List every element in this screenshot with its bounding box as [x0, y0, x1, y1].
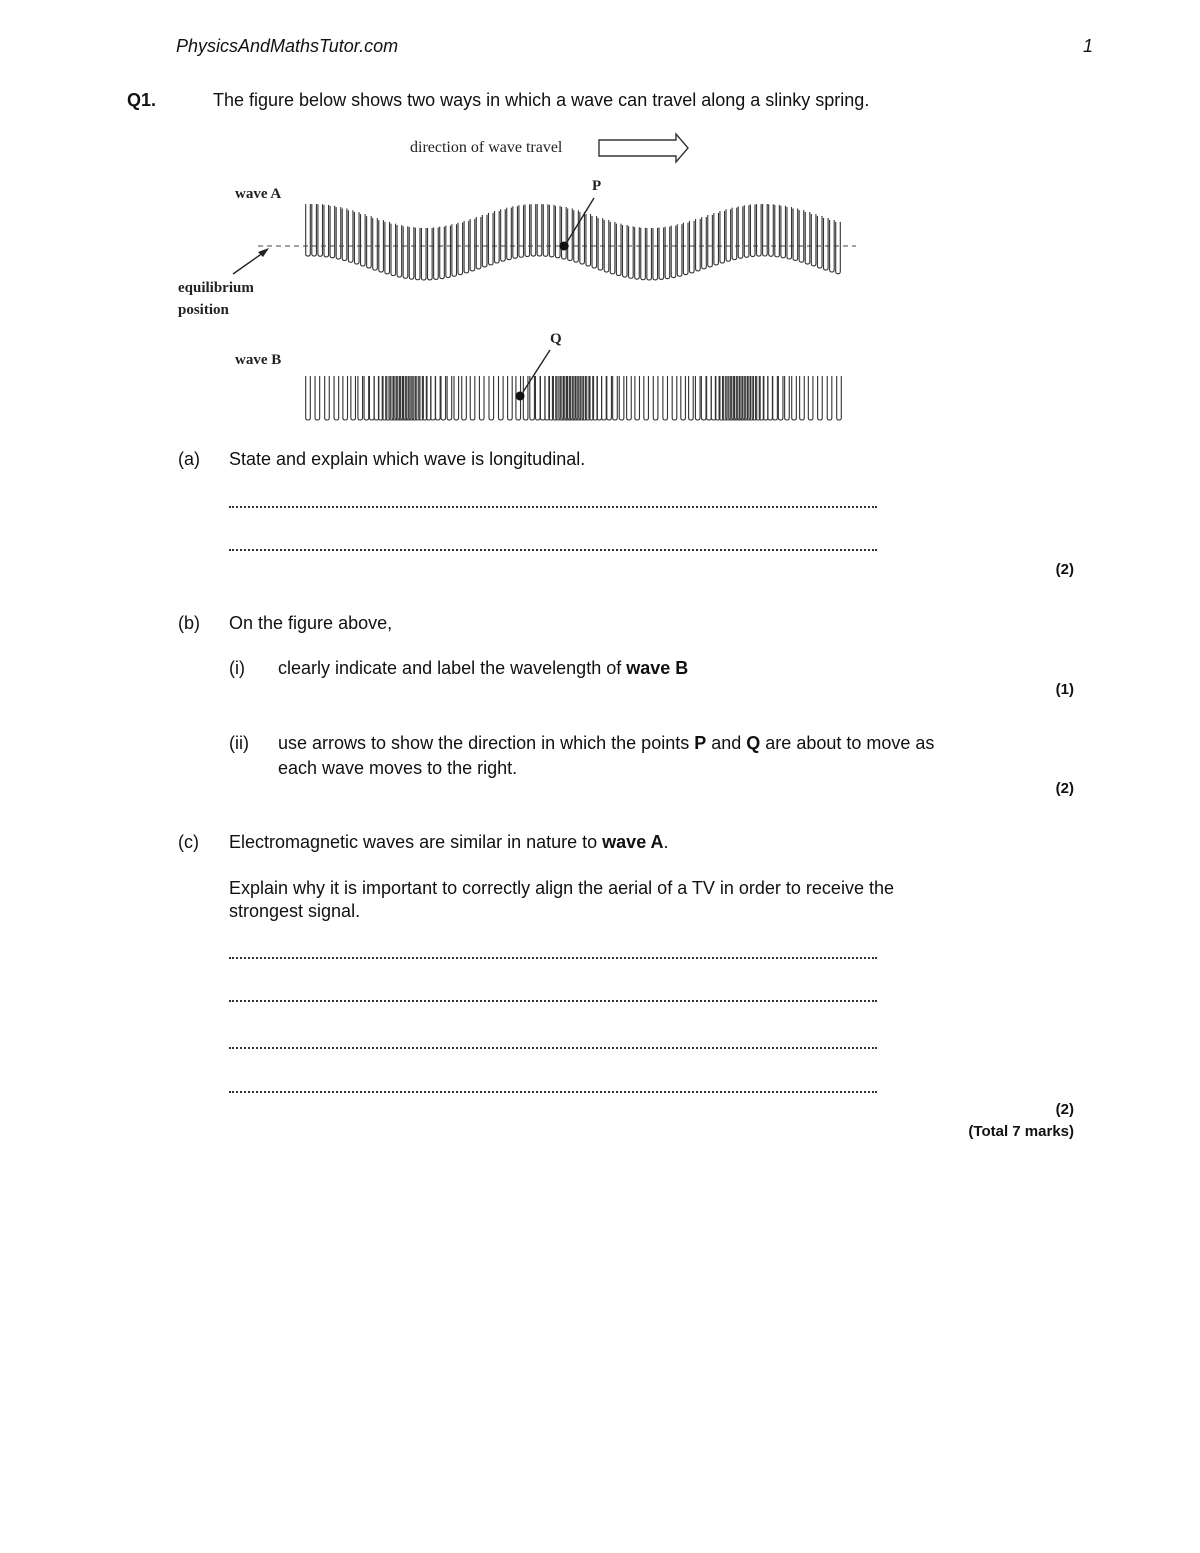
- spring-coil: [647, 228, 652, 280]
- spring-coil: [714, 213, 719, 265]
- spring-coil: [470, 376, 475, 420]
- spring-coil: [397, 225, 402, 277]
- spring-coil: [351, 376, 356, 420]
- spring-coil: [592, 216, 597, 268]
- equilibrium-label-line1: equilibrium: [178, 280, 254, 296]
- question-number: Q1.: [127, 90, 157, 110]
- spring-coil: [525, 205, 530, 257]
- point-q-pointer: [523, 350, 550, 392]
- spring-coil: [562, 207, 567, 259]
- point-p-label: P: [592, 178, 602, 194]
- spring-coil: [817, 216, 822, 268]
- spring-coil: [412, 376, 417, 420]
- spring-coil: [641, 228, 646, 280]
- spring-coil: [479, 376, 484, 420]
- spring-coil: [549, 205, 554, 257]
- part-b-text: On the figure above,: [229, 613, 393, 633]
- spring-coil: [441, 376, 446, 420]
- spring-coil: [720, 211, 725, 263]
- spring-coil: [792, 376, 797, 420]
- point-q-dot: [516, 392, 525, 401]
- answer-line-c3[interactable]: [229, 1047, 877, 1049]
- spring-coil: [778, 376, 783, 420]
- spring-coil: [409, 227, 414, 279]
- spring-coil: [507, 208, 512, 260]
- spring-coil: [763, 204, 768, 256]
- wave-a-label: wave A: [235, 186, 282, 202]
- spring-coil: [622, 225, 627, 277]
- part-c-label: (c): [178, 832, 199, 852]
- spring-coil: [726, 376, 731, 420]
- spring-coil: [683, 223, 688, 275]
- spring-coil: [732, 208, 737, 260]
- spring-coil: [306, 376, 311, 420]
- spring-coil: [695, 376, 700, 420]
- answer-line-c4[interactable]: [229, 1091, 877, 1093]
- spring-coil: [531, 204, 536, 256]
- direction-label: direction of wave travel: [410, 139, 563, 156]
- spring-coil: [629, 226, 634, 278]
- spring-coil: [440, 227, 445, 279]
- spring-coil: [726, 209, 731, 261]
- spring-coil: [613, 376, 618, 420]
- spring-coil: [749, 376, 754, 420]
- question-intro: The figure below shows two ways in which a wave can travel along a slinky spring.: [213, 90, 870, 110]
- point-q-label: Q: [550, 331, 562, 347]
- spring-coil: [607, 376, 612, 420]
- spring-coil: [808, 376, 813, 420]
- part-b-i-label: (i): [229, 658, 245, 678]
- part-b-i-marks: (1): [1055, 681, 1074, 698]
- spring-coil: [348, 210, 353, 262]
- spring-coil: [369, 376, 374, 420]
- part-b-ii-marks: (2): [1055, 780, 1074, 797]
- spring-coil: [800, 376, 805, 420]
- spring-coil: [689, 376, 694, 420]
- equilibrium-label-line2: position: [178, 302, 229, 318]
- spring-coil: [562, 376, 567, 420]
- spring-coil: [513, 206, 518, 258]
- spring-coil: [508, 376, 513, 420]
- spring-coil: [799, 210, 804, 262]
- spring-coil: [306, 204, 311, 256]
- spring-coil: [499, 376, 504, 420]
- spring-coil: [385, 222, 390, 274]
- spring-coil: [421, 228, 426, 280]
- spring-coil: [395, 376, 400, 420]
- spring-coil: [757, 204, 762, 256]
- spring-coil: [325, 376, 330, 420]
- spring-coil: [729, 376, 734, 420]
- total-marks: (Total 7 marks): [968, 1123, 1074, 1140]
- spring-coil: [354, 212, 359, 264]
- part-c-text: Electromagnetic waves are similar in nature to wave A.: [229, 832, 669, 852]
- spring-coil: [446, 226, 451, 278]
- spring-coil: [535, 376, 540, 420]
- spring-coil: [665, 227, 670, 279]
- spring-coil: [738, 206, 743, 258]
- wave-b-spring: [306, 376, 842, 420]
- part-a-label: (a): [178, 449, 200, 469]
- spring-coil: [428, 228, 433, 280]
- spring-coil: [793, 208, 798, 260]
- spring-coil: [447, 376, 452, 420]
- spring-coil: [708, 215, 713, 267]
- spring-coil: [556, 376, 561, 420]
- answer-line-a1[interactable]: [229, 506, 877, 508]
- wave-b-label: wave B: [235, 352, 282, 368]
- spring-coil: [827, 376, 832, 420]
- spring-coil: [672, 376, 677, 420]
- spring-coil: [495, 211, 500, 263]
- spring-coil: [818, 376, 823, 420]
- part-b-ii-text-line2: each wave moves to the right.: [278, 758, 518, 778]
- spring-coil: [836, 222, 841, 274]
- part-b-ii-text-line1: use arrows to show the direction in which the points P and Q are about to move as: [278, 733, 935, 753]
- direction-arrow: [599, 134, 688, 162]
- spring-coil: [409, 376, 414, 420]
- spring-coil: [476, 217, 481, 269]
- spring-coil: [663, 376, 668, 420]
- spring-coil: [681, 376, 686, 420]
- spring-coil: [559, 376, 564, 420]
- spring-coil: [750, 205, 755, 257]
- spring-coil: [744, 205, 749, 257]
- answer-line-c1[interactable]: [229, 957, 877, 959]
- spring-coil: [768, 376, 773, 420]
- spring-coil: [358, 376, 363, 420]
- spring-coil: [769, 204, 774, 256]
- spring-coil: [415, 228, 420, 280]
- spring-coil: [458, 223, 463, 275]
- spring-coil: [696, 219, 701, 271]
- spring-coil: [530, 376, 535, 420]
- spring-coil: [330, 206, 335, 258]
- spring-coil: [830, 220, 835, 272]
- point-p-pointer: [567, 198, 594, 242]
- spring-coil: [781, 206, 786, 258]
- spring-coil: [837, 376, 842, 420]
- page-number: 1: [1083, 36, 1094, 56]
- spring-coil: [746, 376, 751, 420]
- spring-coil: [576, 376, 581, 420]
- spring-coil: [318, 204, 323, 256]
- spring-coil: [434, 227, 439, 279]
- spring-coil: [586, 214, 591, 266]
- part-b-i-text: clearly indicate and label the wavelength of wave B: [278, 658, 689, 678]
- spring-coil: [389, 376, 394, 420]
- spring-coil: [824, 218, 829, 270]
- spring-coil: [489, 376, 494, 420]
- part-c-explain-line1: Explain why it is important to correctly align the aerial of a TV in order to receive the: [229, 878, 894, 898]
- spring-coil: [602, 376, 607, 420]
- spring-coil: [811, 214, 816, 266]
- spring-coil: [403, 226, 408, 278]
- spring-coil: [324, 205, 329, 257]
- spring-coil: [653, 228, 658, 280]
- spring-coil: [653, 376, 658, 420]
- spring-coil: [436, 376, 441, 420]
- part-b-ii-label: (ii): [229, 733, 249, 753]
- spring-coil: [343, 376, 348, 420]
- part-c-marks: (2): [1055, 1101, 1074, 1118]
- spring-coil: [787, 207, 792, 259]
- spring-coil: [610, 222, 615, 274]
- spring-coil: [701, 376, 706, 420]
- spring-coil: [373, 218, 378, 270]
- spring-coil: [785, 376, 790, 420]
- spring-coil: [336, 207, 341, 259]
- answer-line-a2[interactable]: [229, 549, 877, 551]
- spring-coil: [361, 214, 366, 266]
- spring-coil: [555, 206, 560, 258]
- spring-coil: [579, 376, 584, 420]
- spring-coil: [501, 209, 506, 261]
- spring-coil: [635, 376, 640, 420]
- spring-coil: [464, 221, 469, 273]
- spring-coil: [616, 224, 621, 276]
- spring-coil: [707, 376, 712, 420]
- spring-coil: [519, 205, 524, 257]
- spring-coil: [582, 376, 587, 420]
- spring-coil: [574, 210, 579, 262]
- part-a-marks: (2): [1055, 561, 1074, 578]
- spring-coil: [619, 376, 624, 420]
- spring-coil: [659, 227, 664, 279]
- spring-coil: [805, 212, 810, 264]
- spring-coil: [367, 216, 372, 268]
- spring-coil: [488, 213, 493, 265]
- spring-coil: [775, 205, 780, 257]
- point-p-dot: [560, 242, 569, 251]
- spring-coil: [689, 221, 694, 273]
- spring-coil: [482, 215, 487, 267]
- spring-coil: [364, 376, 369, 420]
- site-header: PhysicsAndMathsTutor.com: [176, 36, 399, 56]
- spring-coil: [342, 209, 347, 261]
- spring-coil: [470, 219, 475, 271]
- spring-coil: [462, 376, 467, 420]
- slinky-figure: [170, 128, 870, 433]
- spring-coil: [315, 376, 320, 420]
- spring-coil: [537, 204, 542, 256]
- part-b-label: (b): [178, 613, 200, 633]
- part-c-explain-line2: strongest signal.: [229, 901, 361, 921]
- part-a-text: State and explain which wave is longitudinal.: [229, 449, 586, 469]
- spring-coil: [627, 376, 632, 420]
- spring-coil: [671, 226, 676, 278]
- spring-coil: [312, 204, 317, 256]
- spring-coil: [644, 376, 649, 420]
- spring-coil: [677, 224, 682, 276]
- spring-coil: [392, 376, 397, 420]
- spring-coil: [598, 218, 603, 270]
- spring-coil: [454, 376, 459, 420]
- answer-line-c2[interactable]: [229, 1000, 877, 1002]
- spring-coil: [391, 224, 396, 276]
- spring-coil: [452, 224, 457, 276]
- slinky-diagram: [170, 128, 870, 428]
- spring-coil: [635, 227, 640, 279]
- spring-coil: [702, 217, 707, 269]
- wave-a-spring: [306, 204, 841, 280]
- spring-coil: [334, 376, 339, 420]
- spring-coil: [543, 204, 548, 256]
- spring-coil: [773, 376, 778, 420]
